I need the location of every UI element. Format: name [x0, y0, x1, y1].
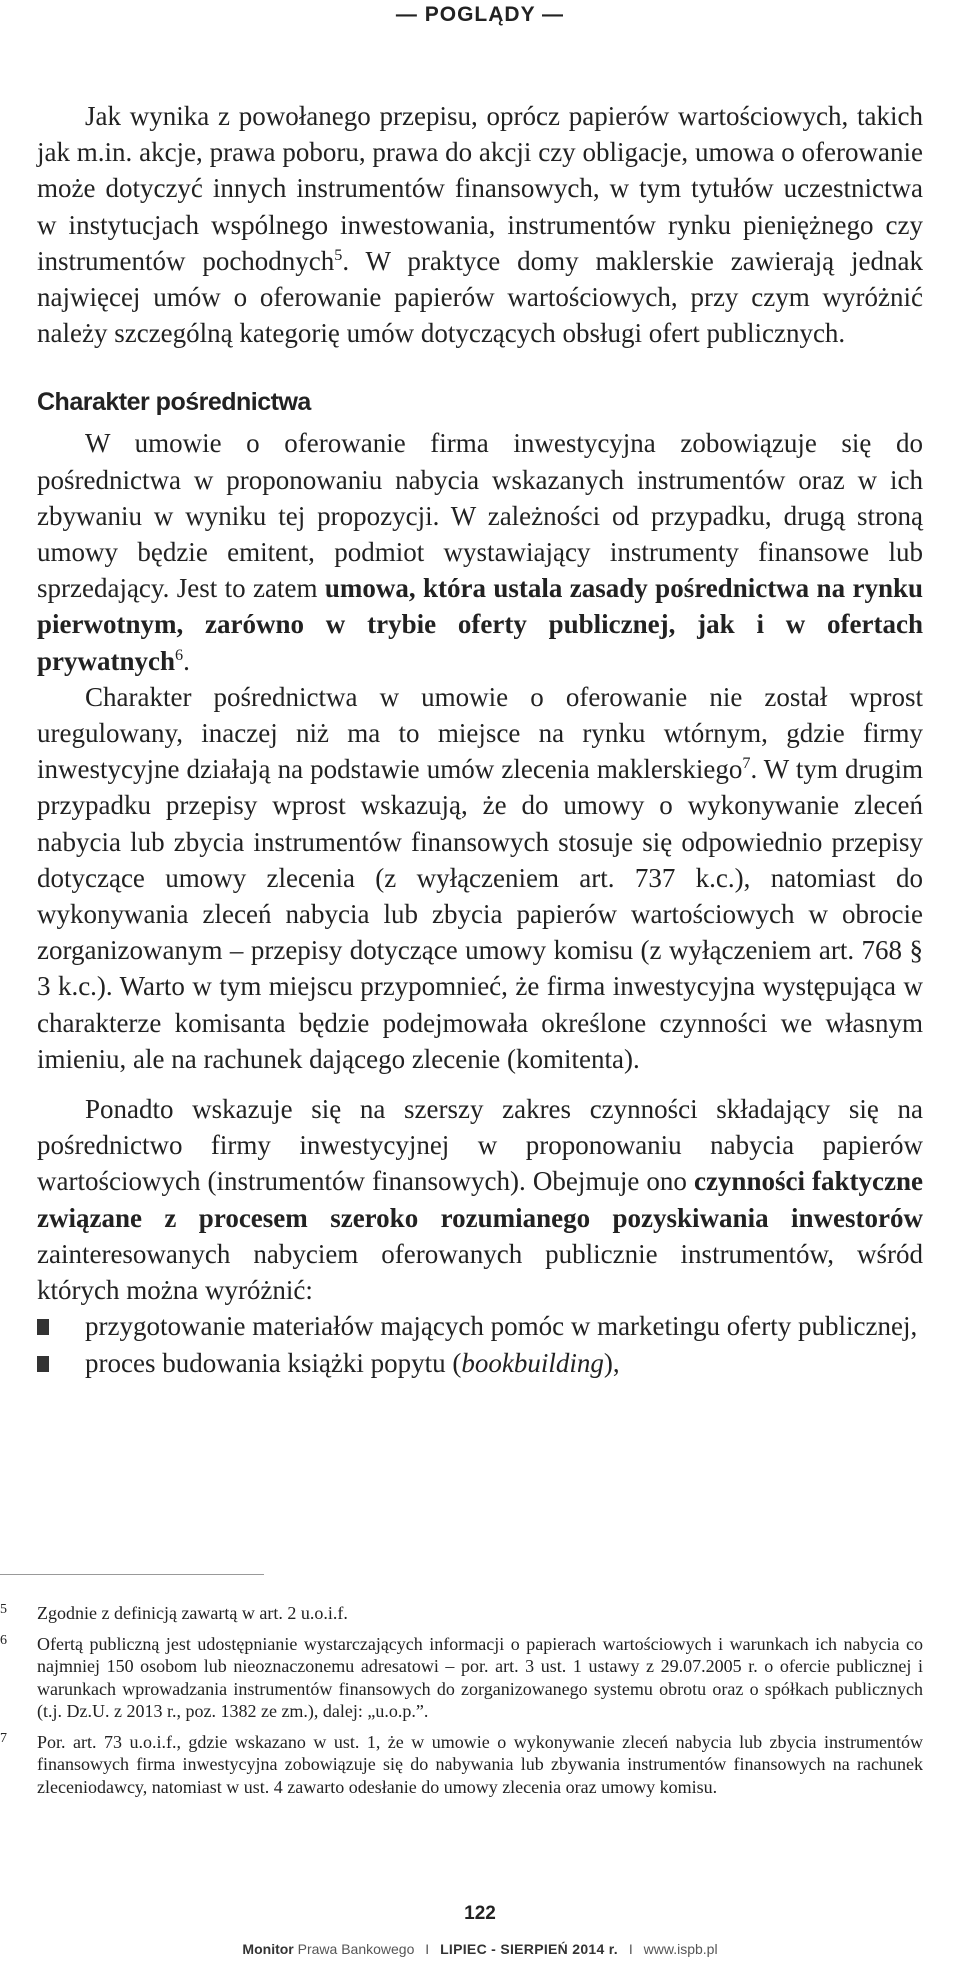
footnote-number: 6 [0, 1632, 7, 1648]
section-p1-text: W umowie o oferowanie firma inwestycyjna zobowiązuje się do pośrednictwa w proponowaniu nabycia wskazanych instrumentów oraz w ich zbywaniu w wyniku tej propozycji. W zależności od przypadku, drugą stroną umowy będzie emitent, podmiot wystawiający instrumenty finansowe lub sprzedający. Jest to zatem [37, 428, 923, 604]
footer-publication: Prawa Bankowego [293, 1941, 415, 1957]
footer-separator: I [628, 1941, 633, 1957]
section-header-title: — POGLĄDY — [395, 3, 565, 26]
article-body [37, 98, 923, 1381]
section-header [0, 0, 960, 40]
footnote-ref-6[interactable]: 6 [175, 645, 184, 664]
footnote-5 [0, 1602, 923, 1625]
list-item-text-end: ), [603, 1347, 620, 1378]
list-item [37, 1345, 923, 1381]
section-paragraph-3 [37, 1091, 923, 1308]
section-p3-text-a: Ponadto wskazuje się na szerszy zakres czynności składający się na pośrednictwo firmy inwestycyjnej w proponowaniu nabycia papierów wartościowych (instrumentów finansowych). Obejmuje ono [37, 1094, 923, 1197]
footer-separator: I [425, 1941, 430, 1957]
footnote-text: Ofertą publiczną jest udostępnianie wystarczających informacji o papierach wartościowych i warunkach ich nabycia co najmniej 150 osobom lub nieoznaczonemu adresatowi – por. art. 3 ust. 1 ustawy z 29.07.2005 r. o ofercie publicznej i warunkach wprowadzania instrumentów finansowych do zorganizowanego systemu obrotu oraz o spółkach publicznych (t.j. Dz.U. z 2013 r., poz. 1382 ze zm.), dalej: „u.o.p.”. [37, 1633, 923, 1721]
section-paragraph-2 [37, 679, 923, 1077]
footnote-text: Por. art. 73 u.o.i.f., gdzie wskazano w ust. 1, że w umowie o wykonywanie zleceń nabycia lub zbycia instrumentów finansowych firma inwestycyjna zobowiązuje się do nabywania lub zbywania instrumentów finansowych na rachunek zleceniodawcy, natomiast w ust. 4 zawarto odesłanie do umowy zlecenia oraz umowy komisu. [37, 1731, 923, 1797]
list-item [37, 1308, 923, 1344]
intro-paragraph [37, 98, 923, 351]
footer-issue: LIPIEC - SIERPIEŃ 2014 r. [440, 1941, 618, 1957]
footnote-7 [0, 1731, 923, 1799]
section-p2-text-b: . W tym drugim przypadku przepisy wprost wskazują, że do umowy o wykonywanie zleceń nabycia lub zbycia instrumentów finansowych stosuje się odpowiednio przepisy dotyczące umowy zlecenia (z wyłączeniem art. 737 k.c.), natomiast do wykonywania zleceń nabycia lub zbycia papierów wartościowych w obrocie zorganizowanym – przepisy dotyczące umowy komisu (z wyłączeniem art. 768 § 3 k.c.). Warto w tym miejscu przypomnieć, że firma inwestycyjna występująca w charakterze komisanta będzie podejmowała określone czynności we własnym imieniu, ale na rachunek dającego zlecenie (komitenta). [37, 754, 923, 1074]
footer-url-link[interactable]: www.ispb.pl [643, 1941, 718, 1957]
list-item-italic: bookbuilding [461, 1347, 604, 1378]
section-p1-bold: umowa, która ustala zasady pośrednictwa na rynku pierwotnym, zarówno w trybie oferty publicznej, jak i w ofertach prywatnych [37, 573, 923, 676]
list-item-text: przygotowanie materiałów mających pomóc w marketingu oferty publicznej, [85, 1311, 918, 1342]
footer-brand: Monitor [242, 1941, 294, 1957]
footnotes [0, 1602, 923, 1806]
footnote-number: 5 [0, 1602, 7, 1617]
intro-text-a: Jak wynika z powołanego przepisu, oprócz papierów wartościowych, takich jak m.in. akcje, prawa poboru, prawa do akcji czy obligacje, umowa o oferowanie może dotyczyć innych instrumentów finansowych, w tym tytułów uczestnictwa w instytucjach wspólnego inwestowania, instrumentów rynku pieniężnego czy instrumentów pochodnych [37, 101, 923, 276]
page-footer [0, 1941, 960, 1957]
section-p3-text-b: zainteresowanych nabyciem oferowanych publicznie instrumentów, wśród których można wyróżnić: [37, 1238, 923, 1306]
square-bullet-icon [37, 1319, 49, 1335]
footnote-6 [0, 1633, 923, 1723]
section-p1-end: . [183, 645, 190, 676]
page-number: 122 [464, 1903, 496, 1924]
footnote-number: 7 [0, 1730, 7, 1746]
list-item-text: proces budowania książki popytu ( [85, 1347, 462, 1378]
footnote-ref-5[interactable]: 5 [334, 245, 343, 264]
footnote-divider [0, 1574, 264, 1575]
section-paragraph-1 [37, 425, 923, 678]
section-heading: Charakter pośrednictwa [37, 388, 311, 417]
intro-text-b: . W praktyce domy maklerskie zawierają jednak najwięcej umów o oferowanie papierów wartościowych, przy czym wyróżnić należy szczególną kategorię umów dotyczących obsługi ofert publicznych. [37, 245, 923, 349]
section-p2-text-a: Charakter pośrednictwa w umowie o oferowanie nie został wprost uregulowany, inaczej niż ma to miejsce na rynku wtórnym, gdzie firmy inwestycyjne działają na podstawie umów zlecenia maklerskiego [37, 681, 923, 785]
footnote-ref-7[interactable]: 7 [742, 754, 751, 773]
footnote-text: Zgodnie z definicją zawartą w art. 2 u.o.i.f. [37, 1603, 348, 1623]
square-bullet-icon [37, 1356, 49, 1372]
activities-list [37, 1308, 923, 1380]
section-p3-bold: czynności faktyczne związane z procesem szeroko rozumianego pozyskiwania inwestorów [37, 1166, 923, 1233]
